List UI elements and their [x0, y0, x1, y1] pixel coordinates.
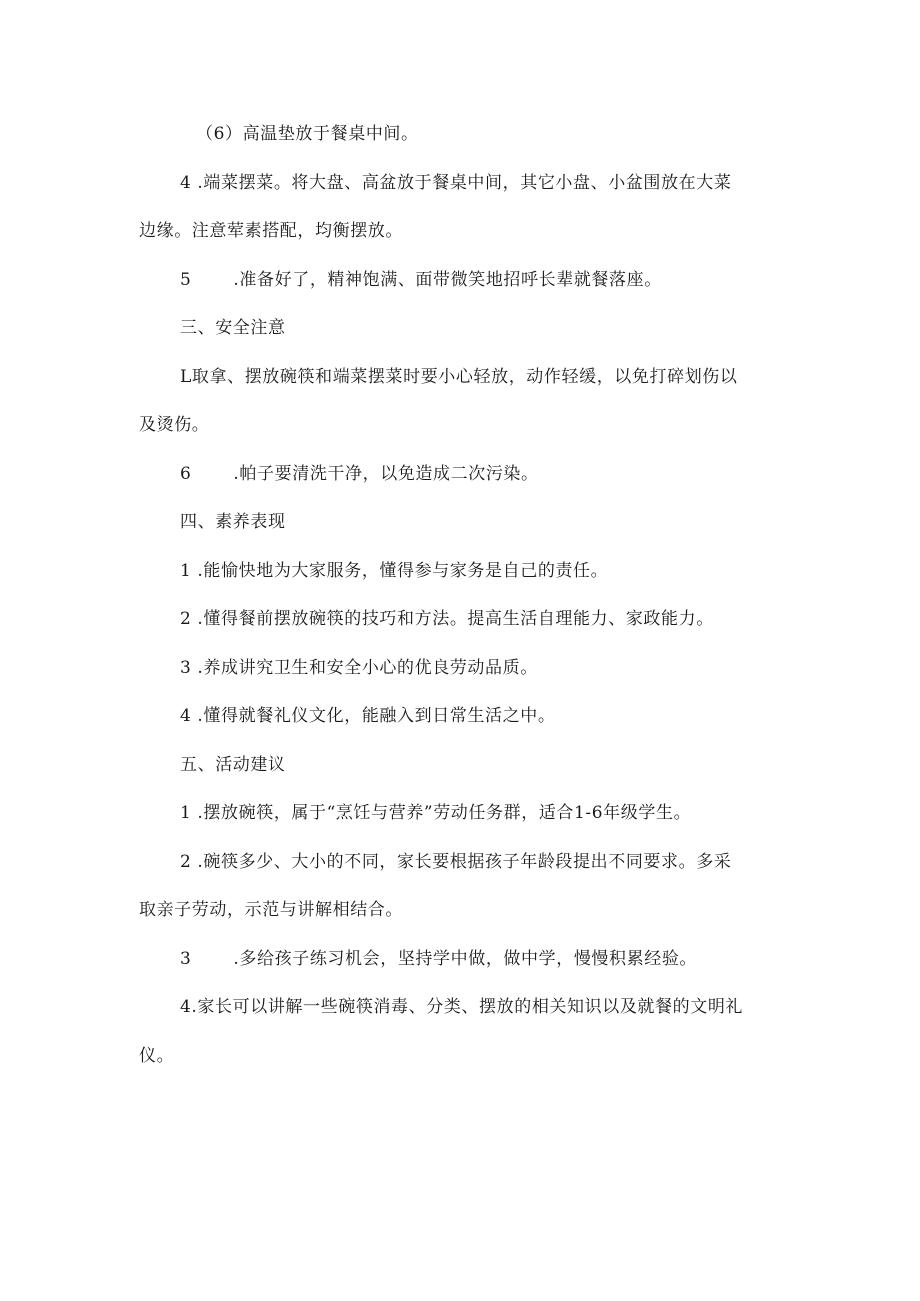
suggestion-1: 1 .摆放碗筷，属于“烹饪与营养”劳动任务群，适合1-6年级学生。 [180, 803, 692, 823]
suggestion-3 [180, 949, 697, 969]
safety-1-cont: 及烫伤。 [139, 415, 210, 435]
step-5-text: .准备好了，精神饱满、面带微笑地招呼长辈就餐落座。 [233, 270, 662, 290]
item-6-hot-pad: （6）高温垫放于餐桌中间。 [196, 124, 419, 144]
safety-2-text: .帕子要清洗干净，以免造成二次污染。 [233, 464, 539, 484]
step-5-number: 5 [180, 270, 192, 290]
safety-1: L取拿、摆放碗筷和端菜摆菜时要小心轻放，动作轻缓，以免打碎划伤以 [180, 367, 738, 387]
step-4-serve-dishes-cont: 边缘。注意荤素搭配，均衡摆放。 [139, 221, 403, 241]
literacy-1: 1 .能愉快地为大家服务，懂得参与家务是自己的责任。 [180, 561, 609, 581]
literacy-3: 3 .养成讲究卫生和安全小心的优良劳动品质。 [180, 658, 538, 678]
suggestion-3-number: 3 [180, 949, 192, 969]
safety-2 [180, 464, 539, 484]
suggestion-4-cont: 仪。 [139, 1046, 175, 1066]
safety-2-number: 6 [180, 464, 192, 484]
step-5-ready [180, 270, 662, 290]
literacy-2: 2 .懂得餐前摆放碗筷的技巧和方法。提高生活自理能力、家政能力。 [180, 609, 714, 629]
suggestion-4: 4.家长可以讲解一些碗筷消毒、分类、摆放的相关知识以及就餐的文明礼 [180, 997, 744, 1017]
section-4-heading: 四、素养表现 [180, 512, 286, 532]
section-5-heading: 五、活动建议 [180, 755, 286, 775]
suggestion-2: 2 .碗筷多少、大小的不同，家长要根据孩子年龄段提出不同要求。多采 [180, 852, 732, 872]
step-4-serve-dishes: 4 .端菜摆菜。将大盘、高盆放于餐桌中间，其它小盘、小盆围放在大菜 [180, 173, 732, 193]
literacy-4: 4 .懂得就餐礼仪文化，能融入到日常生活之中。 [180, 706, 556, 726]
suggestion-2-cont: 取亲子劳动，示范与讲解相结合。 [139, 900, 403, 920]
suggestion-3-text: .多给孩子练习机会，坚持学中做，做中学，慢慢积累经验。 [233, 949, 698, 969]
section-3-heading: 三、安全注意 [180, 318, 286, 338]
